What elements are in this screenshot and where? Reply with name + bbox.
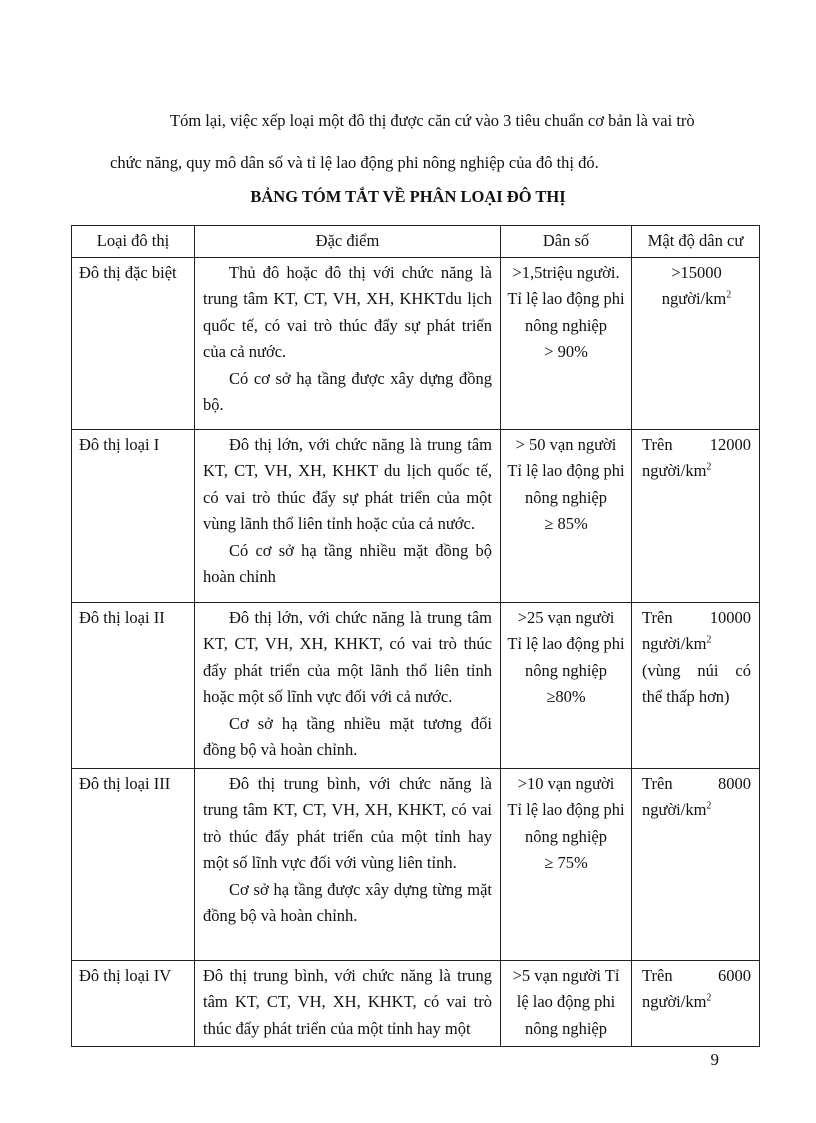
cell-population [501,602,632,768]
pop-labor-ratio: > 90% [544,342,588,361]
cell-characteristics [195,960,501,1047]
pop-labor-ratio: ≥80% [546,687,586,706]
header-type: Loại đô thị [72,226,195,258]
desc-function: Đô thị lớn, với chức năng là trung tâm KT, CT, VH, XH, KHKT du lịch quốc tế, có vai trò thúc đẩy sự phát triển của một vùng lãnh thổ liên tỉnh hoặc của cả nước. [203,434,492,533]
cell-type: Đô thị loại III [72,768,195,960]
cell-population [501,429,632,602]
pop-labor-label-2: nông nghiệp [524,1018,608,1038]
table-title: BẢNG TÓM TẮT VỀ PHÂN LOẠI ĐÔ THỊ [250,187,566,206]
cell-type: Đô thị loại II [72,602,195,768]
table-header-row [72,226,760,258]
density-value: Trên 8000 [642,773,751,793]
pop-size: > 50 vạn người [515,434,617,454]
cell-density [632,768,760,960]
desc-infrastructure: Có cơ sở hạ tầng được xây dựng đồng bộ. [203,368,492,414]
pop-labor-label-2: nông nghiệp [524,315,608,335]
cell-characteristics [195,429,501,602]
header-population: Dân số [501,226,632,258]
density-unit: người/$km^2$ [642,800,712,819]
cell-density [632,602,760,768]
cell-density [632,257,760,429]
desc-function: Thủ đô hoặc đô thị với chức năng là trung tâm KT, CT, VH, XH, KHKTdu lịch quốc tế, có vai trò thúc đẩy sự phát triển của cả nước. [203,262,492,361]
intro-line-1: Tóm lại, việc xếp loại một đô thị được căn cứ vào 3 tiêu chuẩn cơ bản là vai trò [170,111,695,130]
desc-infrastructure: Cơ sở hạ tầng được xây dựng từng mặt đồng bộ và hoàn chỉnh. [203,879,492,925]
cell-type: Đô thị loại IV [72,960,195,1047]
desc-function: Đô thị trung bình, với chức năng là trung tâm KT, CT, VH, XH, KHKT, có vai trò thúc đẩy phát triển của một tỉnh hay một số lĩnh vực đối với vùng liên tỉnh. [203,773,492,872]
desc-function: Đô thị trung bình, với chức năng là trung tâm KT, CT, VH, XH, KHKT, có vai trò thúc đẩy phát triển của một tỉnh hay một [203,965,492,1038]
cell-type: Đô thị đặc biệt [72,257,195,429]
page-number: 9 [710,1050,719,1069]
density-note: (vùng núi có [642,660,751,680]
pop-size: >1,5triệu người. [512,262,620,282]
cell-density [632,960,760,1047]
density-unit: người/$km^2$ [642,634,712,653]
pop-size: >5 vạn người Tỉ [512,965,620,985]
cell-characteristics [195,768,501,960]
pop-labor-ratio: ≥ 85% [544,514,588,533]
cell-population [501,960,632,1047]
desc-function: Đô thị lớn, với chức năng là trung tâm KT, CT, VH, XH, KHKT, có vai trò thúc đẩy phát triển của một lãnh thổ liên tỉnh hoặc một số lĩnh vực đối với cả nước. [203,607,492,706]
cell-density [632,429,760,602]
density-value: Trên 10000 [642,607,751,627]
table-row [72,602,760,768]
pop-labor-label: Tỉ lệ lao động phi [507,289,625,308]
table-row [72,960,760,1047]
pop-labor-label-2: nông nghiệp [524,487,608,507]
density-value: >15000 [671,262,722,282]
table-row [72,429,760,602]
cell-population [501,768,632,960]
table-row [72,768,760,960]
pop-size: >10 vạn người [517,773,615,793]
density-unit: người/$km^2$ [642,992,712,1011]
pop-size: >25 vạn người [517,607,615,627]
intro-paragraph [110,100,750,184]
pop-labor-label-2: nông nghiệp [524,826,608,846]
header-density: Mật độ dân cư [632,226,760,258]
pop-labor-ratio: ≥ 75% [544,853,588,872]
header-characteristics: Đặc điểm [195,226,501,258]
table-row [72,257,760,429]
density-value: Trên 12000 [642,434,751,454]
pop-labor-label: Tỉ lệ lao động phi [507,634,625,653]
density-note-2: thể thấp hơn) [642,687,730,706]
density-unit: người/$km^2$ [642,461,712,480]
cell-population [501,257,632,429]
cell-type: Đô thị loại I [72,429,195,602]
classification-table [71,225,760,1047]
desc-infrastructure: Cơ sở hạ tầng nhiều mặt tương đối đồng bộ và hoàn chỉnh. [203,713,492,759]
density-unit: người/$km^2$ [661,289,732,308]
pop-labor-label: Tỉ lệ lao động phi [507,461,625,480]
intro-line-2: chức năng, quy mô dân số và tỉ lệ lao động phi nông nghiệp của đô thị đó. [110,153,599,172]
desc-infrastructure: Có cơ sở hạ tầng nhiều mặt đồng bộ hoàn chỉnh [203,540,492,586]
cell-characteristics [195,257,501,429]
pop-labor-label: Tỉ lệ lao động phi [507,800,625,819]
density-value: Trên 6000 [642,965,751,985]
cell-characteristics [195,602,501,768]
pop-labor-label-2: nông nghiệp [524,660,608,680]
pop-labor-label: lệ lao động phi [516,992,616,1011]
